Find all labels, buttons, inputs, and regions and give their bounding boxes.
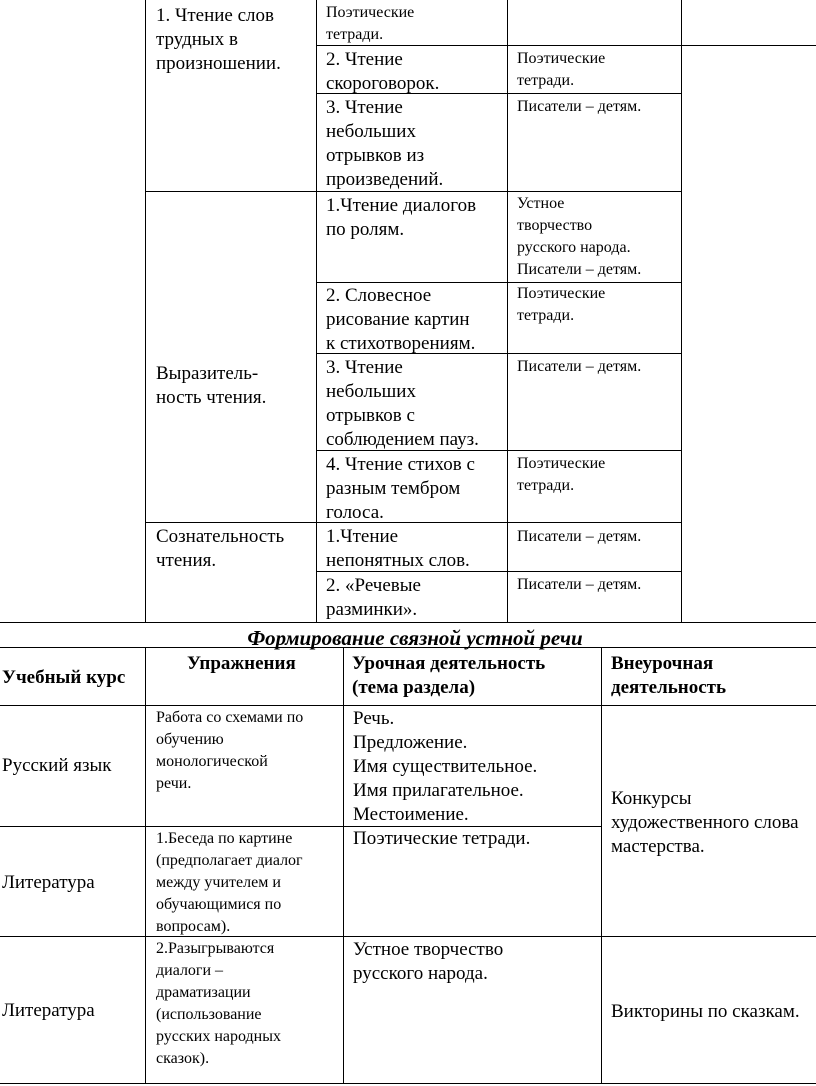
lesson-cell: Речь. Предложение. Имя существительное. Имя прилагательное. Местоимение.	[353, 708, 538, 825]
extra-cell: Викторины по сказкам.	[611, 1001, 800, 1022]
extra-cell: Конкурсы художественного слова мастерства.	[611, 788, 799, 857]
bottom-col-line-3	[601, 647, 602, 1083]
course-cell: Литература	[2, 1000, 95, 1021]
header-lesson: Урочная деятельность (тема раздела)	[352, 653, 546, 698]
top-row-line-4	[316, 282, 681, 283]
exercise-cell: 1.Чтение непонятных слов.	[326, 526, 470, 571]
skill-cell: Выразитель- ность чтения.	[156, 363, 267, 408]
course-cell: Русский язык	[2, 755, 112, 776]
exercise-cell: 1.Беседа по картине (предполагает диалог между учителем и обучающимися по вопросам).	[156, 830, 303, 935]
course-cell: Литература	[2, 872, 95, 893]
exercise-cell: 2.Разыгрываются диалоги – драматизации (использование русских народных сказок).	[156, 940, 281, 1067]
header-exercises: Упражнения	[187, 653, 296, 674]
exercise-cell: 3. Чтение небольших отрывков с соблюдением пауз.	[326, 357, 479, 450]
lesson-cell: Поэтические тетради.	[517, 285, 606, 324]
lesson-cell: Поэтические тетради.	[517, 50, 606, 89]
lesson-cell: Писатели – детям.	[517, 576, 642, 593]
bottom-table-top-line	[0, 647, 816, 648]
section-title: Формирование связной устной речи	[247, 626, 583, 650]
skill-cell: 1. Чтение слов трудных в произношении.	[156, 5, 281, 74]
lesson-cell: Писатели – детям.	[517, 98, 642, 115]
bottom-col-line-1	[145, 647, 146, 1083]
exercise-cell: 3. Чтение небольших отрывков из произведений.	[326, 97, 444, 190]
lesson-cell: Поэтические тетради.	[326, 4, 415, 43]
top-table-border-left	[145, 0, 146, 622]
lesson-cell: Устное творчество русского народа. Писатели – детям.	[517, 195, 642, 278]
bottom-col-line-2	[343, 647, 344, 1083]
lesson-cell: Поэтические тетради.	[517, 455, 606, 494]
title-top-line	[0, 622, 816, 623]
top-table-border-4	[681, 0, 682, 622]
exercise-cell: Работа со схемами по обучению монологической речи.	[156, 709, 304, 792]
bottom-header-line	[0, 705, 816, 706]
bottom-table-bottom-line	[0, 1083, 816, 1084]
lesson-cell: Писатели – детям.	[517, 528, 642, 545]
exercise-cell: 2. Словесное рисование картин к стихотворениям.	[326, 285, 476, 354]
lesson-cell: Поэтические тетради.	[353, 828, 531, 849]
lesson-cell: Устное творчество русского народа.	[353, 939, 504, 984]
header-course: Учебный курс	[2, 667, 126, 688]
skill-cell: Сознательность чтения.	[156, 526, 285, 571]
bottom-row-line-2	[0, 936, 816, 937]
lesson-cell: Писатели – детям.	[517, 358, 642, 375]
exercise-cell: 2. Чтение скороговорок.	[326, 49, 440, 94]
exercise-cell: 4. Чтение стихов с разным тембром голоса.	[326, 454, 475, 523]
exercise-cell: 2. «Речевые разминки».	[326, 575, 421, 620]
exercise-cell: 1.Чтение диалогов по ролям.	[326, 195, 477, 240]
header-extra: Внеурочная деятельность	[611, 653, 727, 698]
